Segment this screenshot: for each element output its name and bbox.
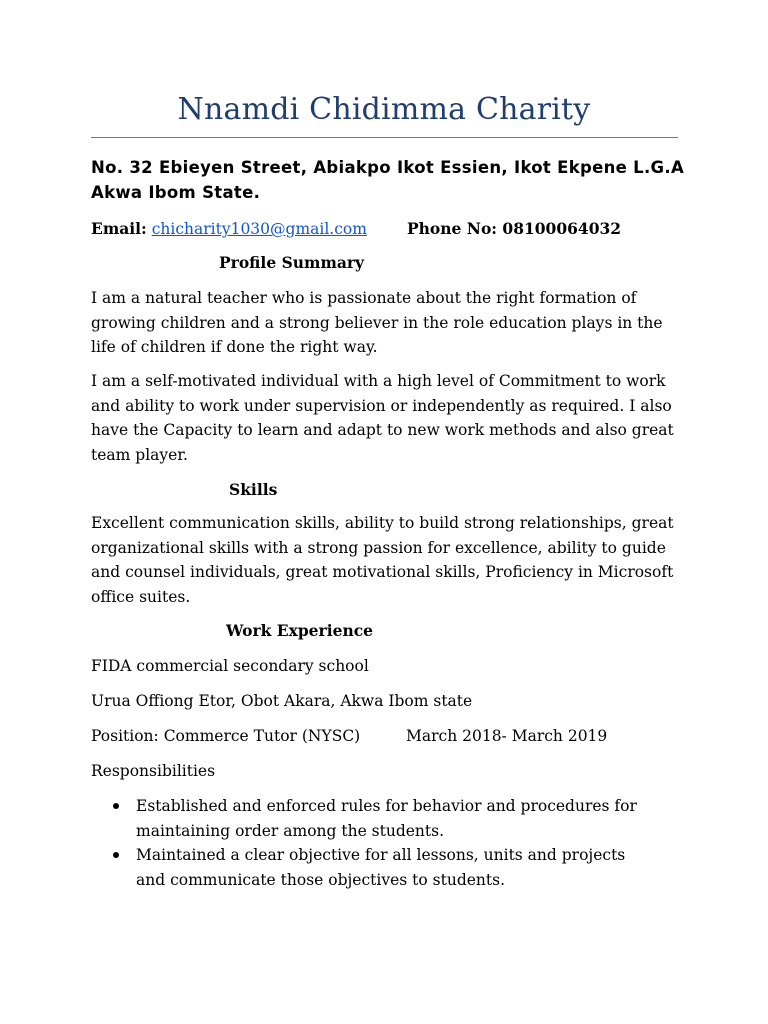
phone-number: Phone No: 08100064032 bbox=[407, 219, 622, 238]
bullet-icon bbox=[113, 852, 119, 858]
email-link[interactable]: chicharity1030@gmail.com bbox=[151, 220, 367, 238]
responsibility-text: Maintained a clear objective for all lessons, units and projects and communicate those objectives to students. bbox=[136, 846, 626, 889]
bullet-icon bbox=[113, 803, 119, 809]
skills-paragraph: Excellent communication skills, ability to build strong relationships, great organizational skills with a strong passion for excellence, ability to guide and counsel individuals, great motivational skills, Proficiency in Microsoft office suites. bbox=[91, 514, 674, 606]
email-label: Email: bbox=[91, 219, 147, 238]
resume-name: Nnamdi Chidimma Charity bbox=[177, 92, 591, 127]
list-item bbox=[91, 794, 651, 843]
responsibilities-label: Responsibilities bbox=[91, 762, 216, 780]
profile-summary-heading: Profile Summary bbox=[219, 253, 365, 272]
employment-dates: March 2018- March 2019 bbox=[406, 727, 608, 745]
work-experience-heading: Work Experience bbox=[226, 621, 374, 640]
position: Position: Commerce Tutor (NYSC) bbox=[91, 727, 361, 745]
responsibilities-list bbox=[91, 794, 651, 892]
list-item bbox=[91, 843, 651, 892]
profile-paragraph-1: I am a natural teacher who is passionate about the right formation of growing children and a strong believer in the role education plays in the life of children if done the right way. bbox=[91, 289, 663, 357]
email-line bbox=[91, 218, 367, 240]
profile-paragraph-2: I am a self-motivated individual with a high level of Commitment to work and ability to work under supervision or independently as required. I also have the Capacity to learn and adapt to new work methods and also great team player. bbox=[91, 372, 674, 464]
skills-heading: Skills bbox=[229, 480, 278, 499]
address: No. 32 Ebieyen Street, Abiakpo Ikot Essien, Ikot Ekpene L.G.A Akwa Ibom State. bbox=[91, 158, 685, 202]
title-divider bbox=[91, 137, 678, 138]
employer-location: Urua Offiong Etor, Obot Akara, Akwa Ibom state bbox=[91, 692, 473, 710]
employer: FIDA commercial secondary school bbox=[91, 657, 369, 675]
responsibility-text: Established and enforced rules for behavior and procedures for maintaining order among the students. bbox=[136, 797, 637, 840]
